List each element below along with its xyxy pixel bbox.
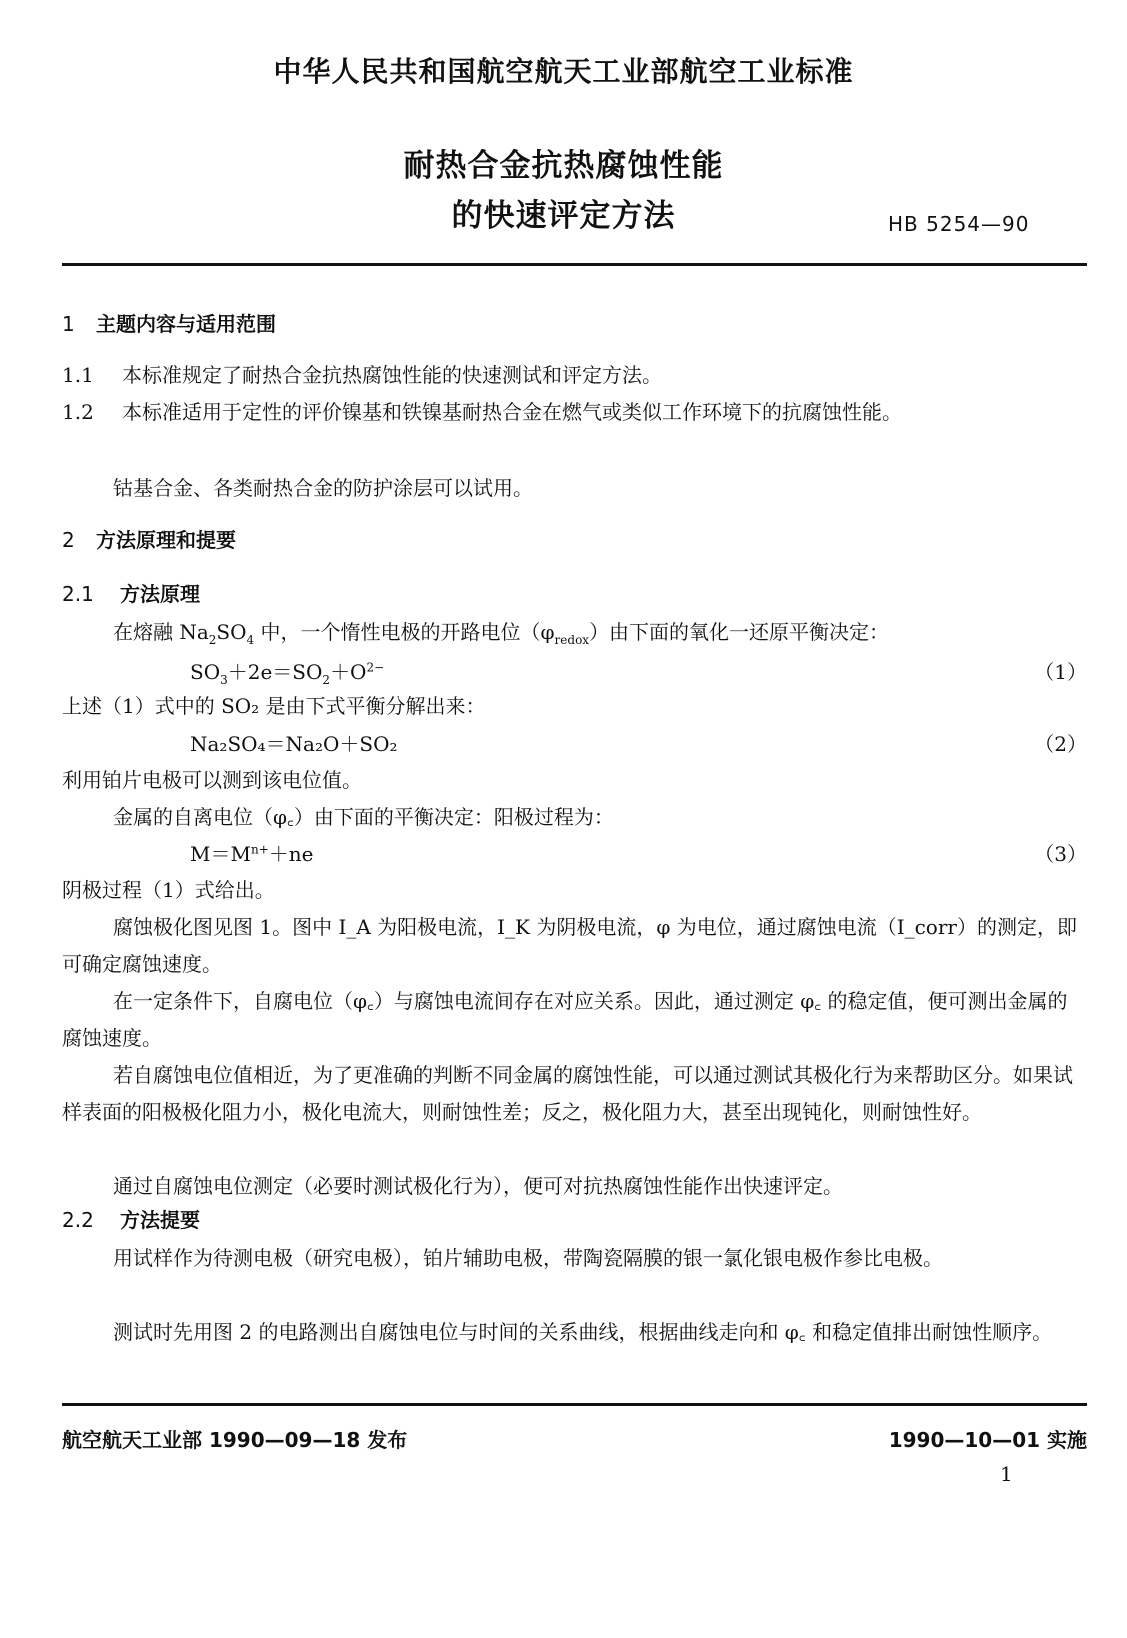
summary-paragraph-1: 用试样作为待测电极（研究电极），铂片辅助电极，带陶瓷隔膜的银一氯化银电极作参比电极。 <box>113 1246 943 1270</box>
principle-paragraph-6: 腐蚀极化图见图 1。图中 I_A 为阳极电流，I_K 为阴极电流，φ 为电位，通过腐蚀电流（I_corr）的测定，即可确定腐蚀速度。 <box>62 915 1077 976</box>
principle-paragraph-7: 在一定条件下，自腐电位（φ꜀）与腐蚀电流间存在对应关系。因此，通过测定 φ꜀ 的稳定值，便可测出金属的腐蚀速度。 <box>62 989 1068 1050</box>
principle-paragraph-5: 阴极过程（1）式给出。 <box>62 878 275 902</box>
subsection-2-2-heading <box>62 1204 200 1233</box>
document-title-line1: 耐热合金抗热腐蚀性能 <box>403 148 724 184</box>
clause-number: 1.2 <box>62 400 94 424</box>
issuing-organization: 中华人民共和国航空航天工业部航空工业标准 <box>273 55 854 88</box>
principle-paragraph-1: 在熔融 $Na_2SO_4$ 中，一个惰性电极的开路电位$(\varphi_{redox})$由下面的氧化一还原平衡决定： <box>113 620 890 647</box>
equation-3: $M=M^{n+}+ne$ <box>190 842 314 866</box>
clause-number: 1.1 <box>62 363 94 387</box>
standard-code: HB 5254—90 <box>888 212 1030 236</box>
issue-date: 航空航天工业部 1990—09—18 发布 <box>62 1428 408 1452</box>
principle-paragraph-4: 金属的自离电位（φ꜀）由下面的平衡决定：阳极过程为： <box>113 805 614 829</box>
footer-rule <box>62 1403 1087 1406</box>
clause-1-2 <box>62 394 1087 431</box>
clause-1-1 <box>62 357 1087 394</box>
principle-paragraph-9: 通过自腐蚀电位测定（必要时测试极化行为），便可对抗热腐蚀性能作出快速评定。 <box>113 1174 843 1198</box>
equation-2-number: （2） <box>1034 732 1087 756</box>
section-title: 主题内容与适用范围 <box>96 312 276 336</box>
equation-1-number: （1） <box>1034 660 1087 684</box>
section-title: 方法原理和提要 <box>96 528 236 552</box>
effective-date: 1990—10—01 实施 <box>888 1428 1087 1452</box>
equation-3-number: （3） <box>1034 842 1087 866</box>
subsection-number: 2.2 <box>62 1208 94 1232</box>
document-title-line2: 的快速评定方法 <box>451 198 676 234</box>
header-rule <box>62 263 1087 266</box>
principle-paragraph-2: 上述（1）式中的 SO₂ 是由下式平衡分解出来： <box>62 694 486 718</box>
clause-text: 本标准规定了耐热合金抗热腐蚀性能的快速测试和评定方法。 <box>122 363 662 387</box>
clause-text: 本标准适用于定性的评价镍基和铁镍基耐热合金在燃气或类似工作环境下的抗腐蚀性能。 <box>122 400 902 424</box>
page-number: 1 <box>1000 1462 1013 1486</box>
section-number: 2 <box>62 528 75 552</box>
clause-1-2-note: 钴基合金、各类耐热合金的防护涂层可以试用。 <box>113 476 533 500</box>
subsection-title: 方法提要 <box>120 1208 200 1232</box>
summary-paragraph-2: 测试时先用图 2 的电路测出自腐蚀电位与时间的关系曲线，根据曲线走向和 φ꜀ 和稳定值排出耐蚀性顺序。 <box>113 1320 1053 1344</box>
equation-1: $SO_3+2e=SO_2+O^{2-}$ <box>190 660 385 687</box>
section-1-heading <box>62 308 276 337</box>
subsection-title: 方法原理 <box>120 582 200 606</box>
equation-2: Na₂SO₄＝Na₂O＋SO₂ <box>190 732 398 756</box>
principle-paragraph-3: 利用铂片电极可以测到该电位值。 <box>62 768 362 792</box>
section-number: 1 <box>62 312 75 336</box>
subsection-2-1-heading <box>62 578 200 607</box>
principle-paragraph-8: 若自腐蚀电位值相近，为了更准确的判断不同金属的腐蚀性能，可以通过测试其极化行为来帮助区分。如果试样表面的阳极极化阻力小，极化电流大，则耐蚀性差；反之，极化阻力大，甚至出现钝化，则耐蚀性好。 <box>62 1063 1073 1124</box>
subsection-number: 2.1 <box>62 582 94 606</box>
section-2-heading <box>62 524 236 553</box>
